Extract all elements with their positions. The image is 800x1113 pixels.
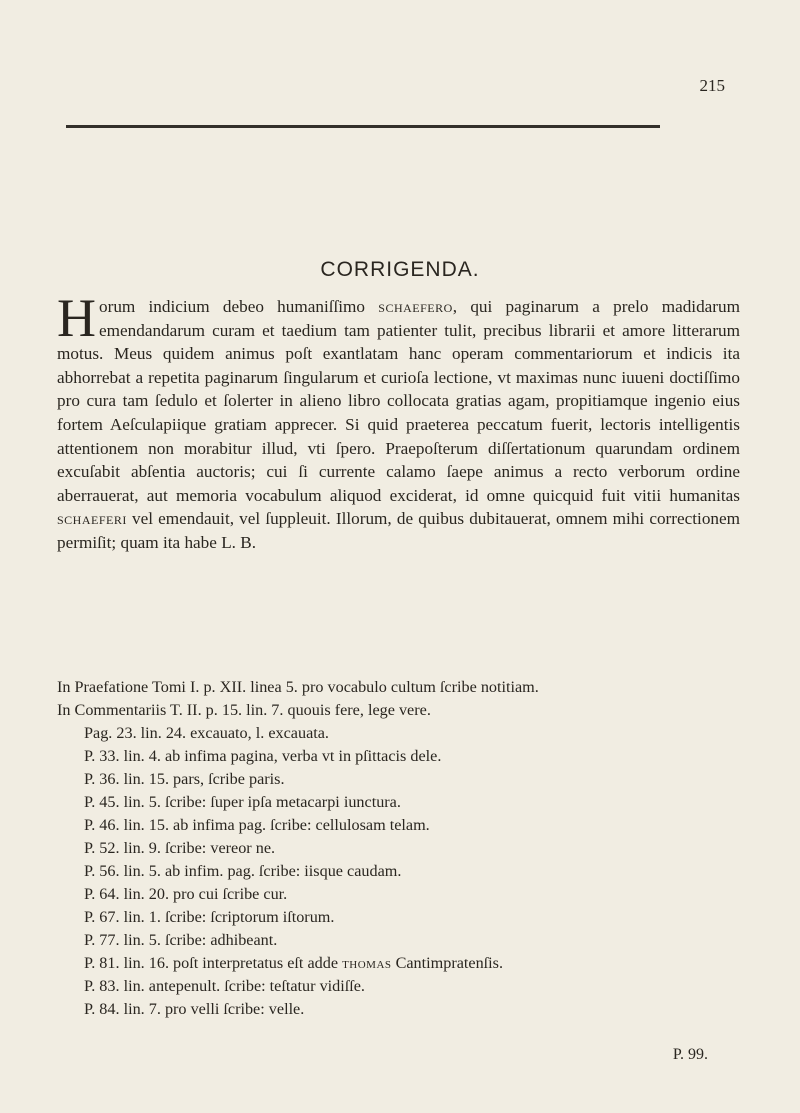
- correction-text: Cantimpratenſis.: [391, 954, 504, 972]
- drop-cap: H: [57, 288, 96, 348]
- header-rule: [66, 125, 660, 128]
- intro-text-3: vel emendauit, vel ſuppleuit. Illorum, de quibus dubitauerat, omnem mihi correctionem permiſit; quam ita habe L. B.: [57, 509, 740, 552]
- intro-name-1: schaefero: [378, 297, 453, 316]
- correction-line: P. 84. lin. 7. pro velli ſcribe: velle.: [84, 1000, 305, 1018]
- correction-line: [57, 952, 757, 975]
- intro-text-1: orum indicium debeo humaniſſimo: [99, 297, 379, 316]
- intro-name-2: schaeferi: [57, 509, 127, 529]
- correction-line: In Commentariis T. II. p. 15. lin. 7. quouis fere, lege vere.: [57, 701, 431, 719]
- correction-line: Pag. 23. lin. 24. excauato, l. excauata.: [84, 724, 329, 742]
- correction-line: P. 46. lin. 15. ab infima pag. ſcribe: cellulosam telam.: [84, 816, 430, 834]
- correction-line: P. 45. lin. 5. ſcribe: ſuper ipſa metacarpi iunctura.: [84, 793, 401, 811]
- correction-line: P. 64. lin. 20. pro cui ſcribe cur.: [84, 885, 288, 903]
- correction-line: P. 67. lin. 1. ſcribe: ſcriptorum iſtorum.: [84, 908, 335, 926]
- correction-text: P. 81. lin. 16. poſt interpretatus eſt adde: [84, 954, 343, 972]
- correction-name: thomas: [342, 954, 392, 972]
- correction-line: P. 33. lin. 4. ab infima pagina, verba vt in pſittacis dele.: [84, 747, 442, 765]
- correction-line: P. 52. lin. 9. ſcribe: vereor ne.: [84, 839, 276, 857]
- page-title: CORRIGENDA.: [320, 258, 480, 281]
- correction-line: P. 83. lin. antepenult. ſcribe: teſtatur vidiſſe.: [84, 977, 365, 995]
- page-number: 215: [699, 76, 725, 95]
- correction-line: P. 36. lin. 15. pars, ſcribe paris.: [84, 770, 285, 788]
- catchword: P. 99.: [672, 1046, 708, 1063]
- intro-paragraph: [57, 288, 740, 555]
- correction-line: P. 56. lin. 5. ab infim. pag. ſcribe: iisque caudam.: [84, 862, 402, 880]
- correction-line: P. 77. lin. 5. ſcribe: adhibeant.: [84, 931, 278, 949]
- correction-line: In Praefatione Tomi I. p. XII. linea 5. pro vocabulo cultum ſcribe notitiam.: [57, 678, 539, 696]
- corrections-list: [57, 676, 757, 1021]
- intro-text-2: , qui paginarum a prelo madidarum emendandarum curam et taedium tam patienter tulit, precibus librarii et amore litterarum motus. Meus quidem animus poſt exantlatam hanc operam commentariorum et indicis ita abhorrebat a repetita paginarum ſingularum et curioſa lectione, vt maximas nunc iuueni doctiſſimo pro cura tam ſedulo et ſolerter in alieno libro collocata gratias agam, propitiamque ingenio eius fortem Aeſculapiique gratiam apprecer. Si quid praeterea peccatum fuerit, lectoris intelligentis attentionem non morabitur illud, vti ſpero. Praepoſterum diſſertationum quarundam ordinem excuſabit abſentia auctoris; cui ſi currente calamo ſaepe animus a recto verborum ordine aberrauerat, aut memoria vocabulum aliquod exciderat, id omne quicquid fuit vitii humanitas: [57, 297, 740, 505]
